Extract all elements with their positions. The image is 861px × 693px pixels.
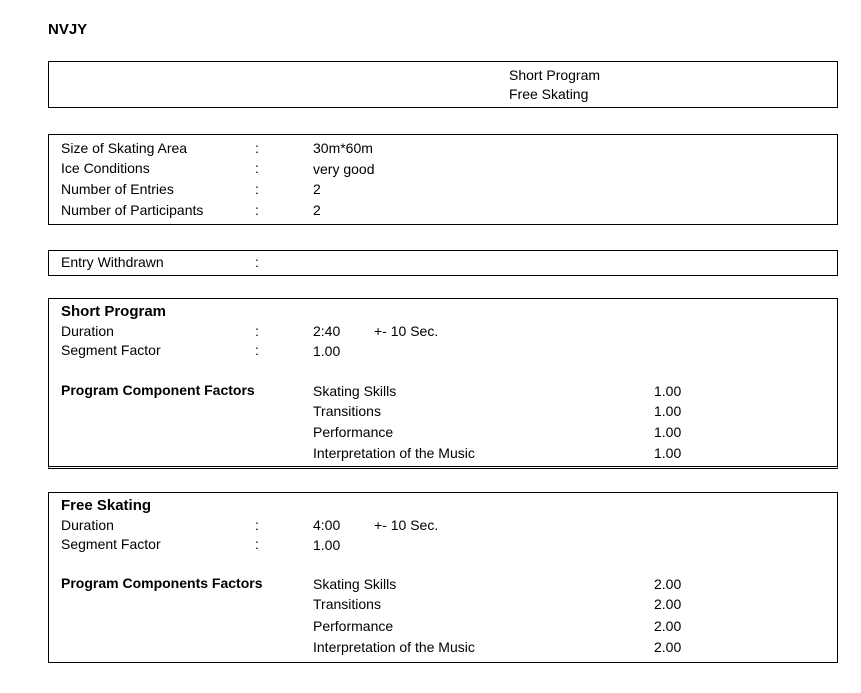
condition-value-size: 30m*60m <box>313 140 373 156</box>
fs-component-factor: 2.00 <box>654 576 682 592</box>
sp-component-name: Skating Skills <box>313 383 397 399</box>
withdrawn-label: Entry Withdrawn <box>61 254 164 270</box>
sp-components-title: Program Component Factors <box>61 382 255 398</box>
condition-value-entries: 2 <box>313 181 321 197</box>
sp-component-name: Interpretation of the Music <box>313 445 475 461</box>
condition-colon-entries: : <box>255 181 259 197</box>
page-title: NVJY <box>48 21 88 38</box>
fs-component-name: Transitions <box>313 596 381 612</box>
condition-label-participants: Number of Participants <box>61 202 204 218</box>
fs-duration-label: Duration <box>61 517 114 533</box>
condition-label-entries: Number of Entries <box>61 181 174 197</box>
short-program-title: Short Program <box>61 303 167 320</box>
condition-colon-ice: : <box>255 160 259 176</box>
fs-component-name: Interpretation of the Music <box>313 639 475 655</box>
sp-component-factor: 1.00 <box>654 445 682 461</box>
fs-component-factor: 2.00 <box>654 618 682 634</box>
segments-box <box>48 61 838 108</box>
sp-component-factor: 1.00 <box>654 403 682 419</box>
sp-duration-tolerance: +- 10 Sec. <box>374 323 439 339</box>
condition-value-participants: 2 <box>313 202 321 218</box>
segment-free-skating: Free Skating <box>509 86 589 102</box>
sp-factor-value: 1.00 <box>313 343 341 359</box>
fs-duration-colon: : <box>255 517 259 533</box>
sp-duration-colon: : <box>255 323 259 339</box>
fs-duration-value: 4:00 <box>313 517 341 533</box>
condition-label-ice: Ice Conditions <box>61 160 150 176</box>
segment-short-program: Short Program <box>509 67 601 83</box>
free-skating-title: Free Skating <box>61 497 152 514</box>
fs-factor-value: 1.00 <box>313 537 341 553</box>
sp-component-name: Performance <box>313 424 394 440</box>
condition-colon-size: : <box>255 140 259 156</box>
withdrawn-colon: : <box>255 254 259 270</box>
fs-component-factor: 2.00 <box>654 596 682 612</box>
sp-component-factor: 1.00 <box>654 383 682 399</box>
sp-component-name: Transitions <box>313 403 381 419</box>
condition-colon-participants: : <box>255 202 259 218</box>
fs-duration-tolerance: +- 10 Sec. <box>374 517 439 533</box>
fs-component-factor: 2.00 <box>654 639 682 655</box>
withdrawn-box <box>48 250 838 276</box>
fs-factor-colon: : <box>255 536 259 552</box>
fs-factor-label: Segment Factor <box>61 536 161 552</box>
sp-factor-colon: : <box>255 342 259 358</box>
sp-factor-label: Segment Factor <box>61 342 161 358</box>
sp-duration-value: 2:40 <box>313 323 341 339</box>
fs-component-name: Skating Skills <box>313 576 397 592</box>
fs-component-name: Performance <box>313 618 394 634</box>
sp-duration-label: Duration <box>61 323 114 339</box>
condition-value-ice: very good <box>313 161 375 177</box>
fs-components-title: Program Components Factors <box>61 575 263 591</box>
condition-label-size: Size of Skating Area <box>61 140 188 156</box>
sp-component-factor: 1.00 <box>654 424 682 440</box>
